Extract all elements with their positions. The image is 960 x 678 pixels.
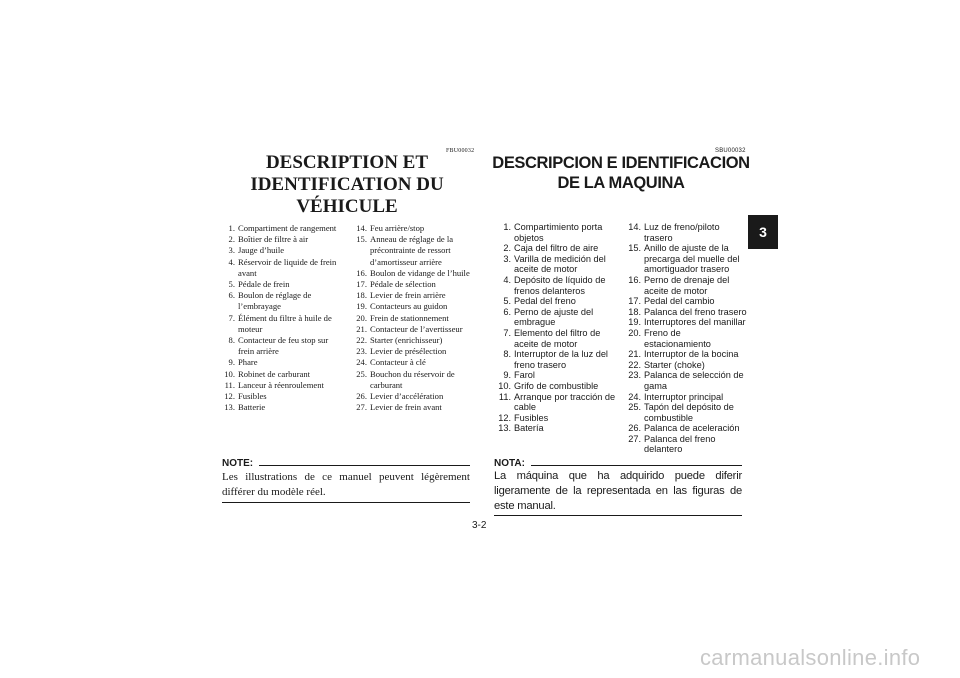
list-item-text: Pedal del cambio <box>644 296 715 307</box>
watermark: carmanualsonline.info <box>700 645 921 670</box>
list-item-number: 7. <box>228 312 235 323</box>
french-note-header <box>222 458 470 469</box>
list-item-text: Fusibles <box>238 391 267 402</box>
spanish-title <box>490 153 752 193</box>
list-item <box>497 413 621 424</box>
list-item-text: Farol <box>514 370 535 381</box>
list-item <box>223 369 345 380</box>
list-item-text: Lanceur à réenroulement <box>238 379 324 390</box>
list-item-number: 1. <box>503 222 511 232</box>
list-item <box>355 223 471 234</box>
list-item <box>627 392 747 403</box>
list-item-number: 14. <box>356 223 367 233</box>
list-item <box>223 279 345 290</box>
list-item <box>497 254 621 275</box>
list-item-number: 3. <box>228 245 235 256</box>
list-item-text: Starter (enrichisseur) <box>370 335 443 346</box>
spanish-note-rule-bottom <box>494 515 742 516</box>
list-item <box>627 370 747 391</box>
list-item-text: Levier de frein arrière <box>370 290 446 301</box>
chapter-tab: 3 <box>748 215 778 249</box>
list-item-number: 24. <box>628 391 641 402</box>
list-item-number: 3. <box>503 253 511 264</box>
list-item-number: 17. <box>628 296 641 307</box>
list-item-text: Depósito de líquido de frenos delanteros <box>514 274 606 296</box>
list-item <box>627 423 747 434</box>
list-item-text: Levier de frein avant <box>370 402 442 413</box>
list-item-text: Fusibles <box>514 412 549 423</box>
list-item-text: Boulon de vidange de l’huile <box>370 267 470 278</box>
list-item-number: 1. <box>228 223 235 233</box>
list-item-text: Pedal del freno <box>514 296 576 307</box>
list-item-number: 26. <box>628 423 641 434</box>
list-item-text: Compartimiento porta objetos <box>514 222 603 243</box>
list-item-number: 19. <box>356 301 367 312</box>
list-item-text: Phare <box>238 357 258 368</box>
list-item-number: 11. <box>498 391 511 402</box>
list-item-text: Starter (choke) <box>644 359 705 370</box>
list-item-text: Batterie <box>238 402 266 413</box>
list-item <box>355 268 471 279</box>
list-item <box>497 392 621 413</box>
list-item-number: 10. <box>224 368 235 379</box>
french-note-label: NOTE: <box>222 458 254 469</box>
french-title-line-2: IDENTIFICATION DU VÉHICULE <box>250 174 444 217</box>
spanish-note-header <box>494 458 742 469</box>
list-item-text: Compartiment de rangement <box>238 223 337 233</box>
list-item-number: 9. <box>228 357 235 368</box>
list-item <box>497 328 621 349</box>
list-item <box>497 307 621 328</box>
list-item-text: Pédale de frein <box>238 279 290 290</box>
list-item-text: Jauge d’huile <box>238 245 285 256</box>
list-item-text: Anillo de ajuste de la precarga del muelle del amortiguador trasero <box>644 243 740 275</box>
list-item-number: 22. <box>356 335 367 346</box>
list-item <box>627 360 747 371</box>
list-item-text: Perno de ajuste del embrague <box>514 306 594 328</box>
list-item <box>223 313 345 335</box>
list-item <box>223 402 345 413</box>
list-item-text: Arranque por tracción de cable <box>514 391 616 413</box>
list-item-number: 12. <box>498 412 511 423</box>
spanish-section-code: SBU00032 <box>715 148 746 154</box>
list-item-text: Pédale de sélection <box>370 279 436 290</box>
list-item <box>627 275 747 296</box>
list-item-text: Elemento del filtro de aceite de motor <box>514 327 601 349</box>
list-item-number: 17. <box>356 279 367 290</box>
french-note-rule-top <box>259 465 470 466</box>
list-item-number: 5. <box>228 279 235 290</box>
list-item-number: 6. <box>503 306 511 317</box>
list-item <box>223 234 345 245</box>
spanish-parts-list-right <box>627 222 747 455</box>
list-item-number: 12. <box>224 391 235 402</box>
list-item-number: 15. <box>628 243 641 254</box>
list-item <box>223 357 345 368</box>
list-item <box>627 349 747 360</box>
french-note-rule-bottom <box>222 502 470 503</box>
list-item-number: 16. <box>628 274 641 285</box>
list-item-number: 18. <box>628 306 641 317</box>
list-item-number: 25. <box>628 402 641 413</box>
list-item-text: Contacteurs au guidon <box>370 301 448 312</box>
list-item-text: Grifo de combustible <box>514 380 599 391</box>
list-item <box>355 402 471 413</box>
list-item <box>223 290 345 312</box>
spanish-note-rule-top <box>531 465 742 466</box>
list-item-text: Levier de présélection <box>370 346 447 357</box>
list-item-text: Palanca del freno delantero <box>644 433 716 455</box>
french-title-line-1: DESCRIPTION ET <box>265 152 429 173</box>
list-item-text: Anneau de réglage de la précontrainte de ressort d’amortisseur arrière <box>370 234 454 267</box>
list-item-number: 8. <box>228 335 235 346</box>
list-item-number: 2. <box>228 234 235 245</box>
list-item-number: 14. <box>628 222 641 232</box>
list-item <box>497 349 621 370</box>
list-item-number: 27. <box>628 433 641 444</box>
list-item <box>497 222 621 243</box>
list-item-text: Contacteur de l’avertisseur <box>370 323 463 334</box>
list-item-number: 18. <box>356 290 367 301</box>
list-item <box>627 243 747 275</box>
list-item <box>223 380 345 391</box>
list-item-number: 8. <box>503 349 511 360</box>
list-item <box>497 423 621 434</box>
list-item-number: 21. <box>628 349 641 360</box>
list-item <box>355 279 471 290</box>
list-item-text: Robinet de carburant <box>238 368 311 379</box>
list-item-text: Freno de estacionamiento <box>644 327 711 349</box>
list-item-number: 21. <box>356 323 367 334</box>
list-item <box>497 275 621 296</box>
list-item <box>627 222 747 243</box>
list-item <box>355 346 471 357</box>
list-item-text: Réservoir de liquide de frein avant <box>238 256 337 278</box>
list-item-text: Palanca del freno trasero <box>644 306 747 317</box>
list-item-number: 23. <box>356 346 367 357</box>
list-item-number: 25. <box>356 368 367 379</box>
list-item-number: 6. <box>228 290 235 301</box>
list-item <box>355 290 471 301</box>
list-item <box>223 335 345 357</box>
list-item <box>355 335 471 346</box>
list-item <box>627 434 747 455</box>
list-item-number: 11. <box>224 379 235 390</box>
list-item <box>355 313 471 324</box>
list-item <box>355 234 471 268</box>
list-item-text: Élément du filtre à huile de moteur <box>238 312 332 334</box>
list-item-text: Tapón del depósito de combustible <box>644 402 734 423</box>
list-item <box>355 357 471 368</box>
list-item <box>223 257 345 279</box>
list-item-text: Interruptores del manillar <box>644 317 746 328</box>
list-item-number: 19. <box>628 317 641 328</box>
list-item-text: Feu arrière/stop <box>370 223 425 233</box>
list-item-number: 4. <box>503 274 511 285</box>
list-item <box>223 391 345 402</box>
list-item-text: Levier d’accélération <box>370 391 444 402</box>
list-item-text: Caja del filtro de aire <box>514 243 599 254</box>
french-parts-list-right <box>355 223 471 413</box>
list-item-number: 27. <box>356 402 367 413</box>
list-item-text: Perno de drenaje del aceite de motor <box>644 274 730 296</box>
list-item-number: 5. <box>503 296 511 307</box>
spanish-parts-list-left <box>497 222 621 434</box>
list-item-number: 20. <box>356 312 367 323</box>
list-item <box>223 223 345 234</box>
list-item <box>355 301 471 312</box>
list-item <box>497 381 621 392</box>
list-item-number: 26. <box>356 391 367 402</box>
list-item <box>223 245 345 256</box>
spanish-note-label: NOTA: <box>494 458 525 469</box>
list-item-text: Frein de stationnement <box>370 312 449 323</box>
list-item-number: 24. <box>356 357 367 368</box>
list-item-text: Luz de freno/piloto trasero <box>644 222 720 243</box>
list-item <box>627 317 747 328</box>
spanish-note-text: La máquina que ha adquirido puede diferir ligeramente de la representada en las figuras de este manual. <box>494 470 742 512</box>
french-note-text: Les illustrations de ce manuel peuvent légèrement différer du modèle réel. <box>222 471 470 498</box>
list-item-text: Contacteur de feu stop sur frein arrière <box>238 335 329 357</box>
list-item-text: Interruptor de la bocina <box>644 349 739 360</box>
list-item <box>355 391 471 402</box>
list-item-text: Interruptor de la luz del freno trasero <box>514 349 608 370</box>
list-item <box>627 296 747 307</box>
list-item-text: Palanca de selección de gama <box>644 370 744 391</box>
list-item <box>497 370 621 381</box>
list-item <box>627 307 747 318</box>
list-item <box>497 296 621 307</box>
list-item-number: 22. <box>628 359 641 370</box>
list-item <box>497 243 621 254</box>
list-item-number: 13. <box>498 423 511 434</box>
list-item-text: Interruptor principal <box>644 391 724 402</box>
list-item <box>355 369 471 391</box>
list-item-text: Boîtier de filtre à air <box>238 234 309 245</box>
list-item-number: 7. <box>503 327 511 338</box>
french-title <box>222 152 472 218</box>
list-item-number: 15. <box>356 234 367 245</box>
list-item-text: Boulon de réglage de l’embrayage <box>238 290 312 312</box>
spanish-title-line-1: DESCRIPCION E IDENTIFICACION <box>492 154 750 172</box>
list-item-text: Batería <box>514 423 544 434</box>
list-item-number: 23. <box>628 370 641 381</box>
list-item-number: 20. <box>628 327 641 338</box>
list-item <box>355 324 471 335</box>
page-number: 3-2 <box>472 520 487 531</box>
list-item <box>627 328 747 349</box>
list-item-number: 9. <box>503 370 511 381</box>
french-parts-list-left <box>223 223 345 413</box>
list-item-text: Varilla de medición del aceite de motor <box>514 253 606 275</box>
list-item-number: 4. <box>228 256 235 267</box>
list-item-text: Bouchon du réservoir de carburant <box>370 368 455 390</box>
french-section-code: FBU00032 <box>446 148 475 154</box>
list-item-number: 13. <box>224 402 235 413</box>
list-item-text: Contacteur à clé <box>370 357 426 368</box>
spanish-title-line-2: DE LA MAQUINA <box>557 174 685 192</box>
list-item-number: 16. <box>356 267 367 278</box>
list-item-number: 10. <box>498 380 511 391</box>
list-item-number: 2. <box>503 243 511 254</box>
list-item-text: Palanca de aceleración <box>644 423 740 434</box>
list-item <box>627 402 747 423</box>
